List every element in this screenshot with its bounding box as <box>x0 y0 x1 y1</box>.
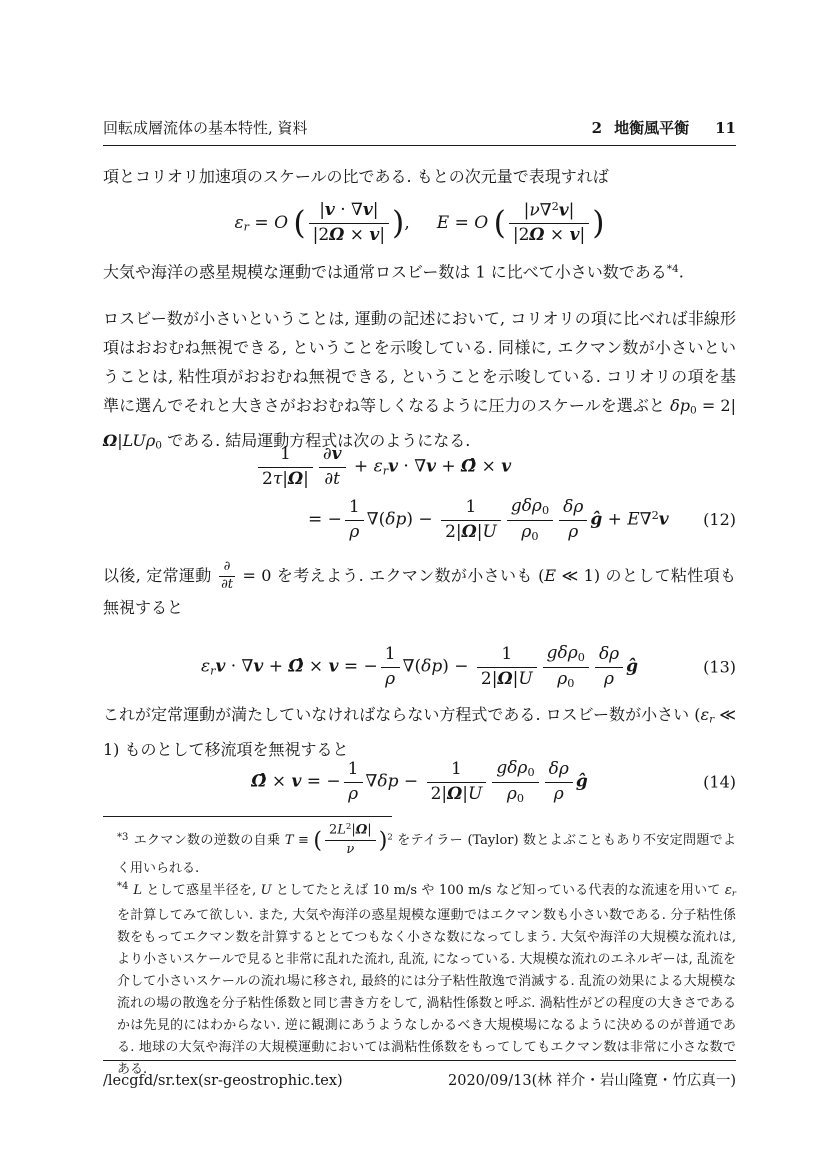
math-eq13: $\varepsilon_rv \cdot \nabla v$ + Ω̂ × v = − $\frac{1}{\rho}$ ∇(δp) − $\frac{1}{2|\Omega|U}$ $\frac{g\delta\rho_0}{\rho_0}$ $\frac{\delta\rho}{\rho}$ ĝ <box>200 642 639 690</box>
page-number: 11 <box>715 119 736 137</box>
paragraph-rossby-small: 大気や海洋の惑星規模な運動では通常ロスビー数は 1 に比べて小さい数である$^{*4}$. <box>103 262 684 282</box>
paragraph-nondimensional-discussion: ロスビー数が小さいということは, 運動の記述において, コリオリの項に比べれば非線形項はおおむね無視できる, ということを示唆している. 同様に, エクマン数が小さいということは, 粘性項がおおむね無視できる, ということを示唆している. コリオリの項を基準に選んでそれと大きさがおおむね等しくなるように圧力のスケールを選ぶと $\delta p_0 = 2|\Omega|LU\rho_0$ である. 結局運動方程式は次のようになる. <box>103 309 736 452</box>
section-title: 地衡風平衡 <box>614 119 690 137</box>
equation-14-number: (14) <box>703 772 736 792</box>
footnote-4 <box>117 876 736 1081</box>
running-head-section <box>592 117 736 138</box>
paragraph-steady-motion: 以後, 定常運動 $\frac{\partial}{\partial t}$ = 0 を考えよう. エクマン数が小さいも (E ≪ 1) のとして粘性項も無視すると <box>103 559 736 617</box>
footnote-3-marker: *3 <box>117 831 129 843</box>
page-footer <box>103 1060 736 1090</box>
footnote-3-text: エクマン数の逆数の自乗 T ≡ ( $\frac{2L^2|\Omega|}{\nu}$ )$^2$ をテイラー (Taylor) 数とよぶこともあり不安定問題でよく用いられる. <box>117 822 736 877</box>
equation-12-line1-row <box>255 445 736 489</box>
section-number: 2 <box>591 119 603 137</box>
footnote-3 <box>117 823 736 880</box>
math-eq12-line1: $\frac{1}{2\tau|\Omega|}$ $\frac{\partial v}{\partial t}$ + $\varepsilon_rv \cdot \nabla v$ + Ω̂ × v <box>255 445 511 489</box>
footnote-4-text: L として惑星半径を, U としてたとえば 10 m/s や 100 m/s など知っている代表的な流速を用いて $\varepsilon_r$ を計算してみて欲しい. また, 大気や海洋の惑星規模な運動ではエクマン数も小さい数である. 分子粘性係数をもってエクマン数を計算するととてつもなく小さな数になってしまう. 大気や海洋の大規模な流れは, より小さいスケールで見ると非常に乱れた流れ, 乱流, になっている. 大規模な流れのエネルギーは, 乱流を介して小さいスケールの流れ場に移され, 最終的には分子粘性散逸で消滅する. 乱流の効果による大規模な流れの場の散逸を分子粘性係数と同じ書き方をして, 渦粘性係数と呼ぶ. 渦粘性がどの程度の大きさであるかは先見的にはわからない. 逆に観測にあうようなしかるべき大規模場になるように決めるのが普通である. 地球の大気や海洋の大規模運動においては渦粘性係数をもってしてもエクマン数は非常に小さな数である. <box>117 882 736 1077</box>
equation-12-line2-row <box>308 497 736 543</box>
footer-source-path: /lecgfd/sr.tex(sr-geostrophic.tex) <box>103 1073 343 1089</box>
equation-14-block <box>103 755 736 809</box>
math-eq12-line2: = − $\frac{1}{\rho}$ ∇(δp) − $\frac{1}{2|\Omega|U}$ $\frac{g\delta\rho_0}{\rho_0}$ $\frac{\delta\rho}{\rho}$ ĝ + E∇$^2$v <box>308 496 669 543</box>
paragraph-scale-ratio: 項とコリオリ加速項のスケールの比である. もとの次元量で表現すれば <box>103 167 609 186</box>
math-eq14: Ω̂ × v = − $\frac{1}{\rho}$ ∇δp − $\frac{1}{2|\Omega|U}$ $\frac{g\delta\rho_0}{\rho_0}$ $\frac{\delta\rho}{\rho}$ ĝ <box>251 757 588 805</box>
document-page <box>103 0 736 1169</box>
equation-12-block <box>103 445 736 543</box>
page-header <box>103 117 736 146</box>
footer-date-authors: 2020/09/13(林 祥介・岩山隆寛・竹広真一) <box>448 1073 736 1089</box>
equation-12-number: (12) <box>703 510 736 530</box>
equation-13-number: (13) <box>703 657 736 677</box>
running-head-title: 回転成層流体の基本特性, 資料 <box>103 119 308 137</box>
paragraph-advection-neglect: これが定常運動が満たしていなければならない方程式である. ロスビー数が小さい ($\varepsilon_r$ ≪ 1) ものとして移流項を無視すると <box>103 705 736 759</box>
equation-rossby-ekman-definition <box>103 190 736 256</box>
equation-13-block <box>103 640 736 694</box>
math-rossby-ekman: $\varepsilon_r = O$ ( $\frac{|v \cdot \nabla v|}{|2\Omega \times v|}$ ), E = O ( $\frac{|\nu\nabla^2v|}{|2\Omega \times v|}$ ) <box>234 199 605 245</box>
footnote-4-marker: *4 <box>117 881 129 892</box>
footnote-separator-rule <box>103 816 392 817</box>
